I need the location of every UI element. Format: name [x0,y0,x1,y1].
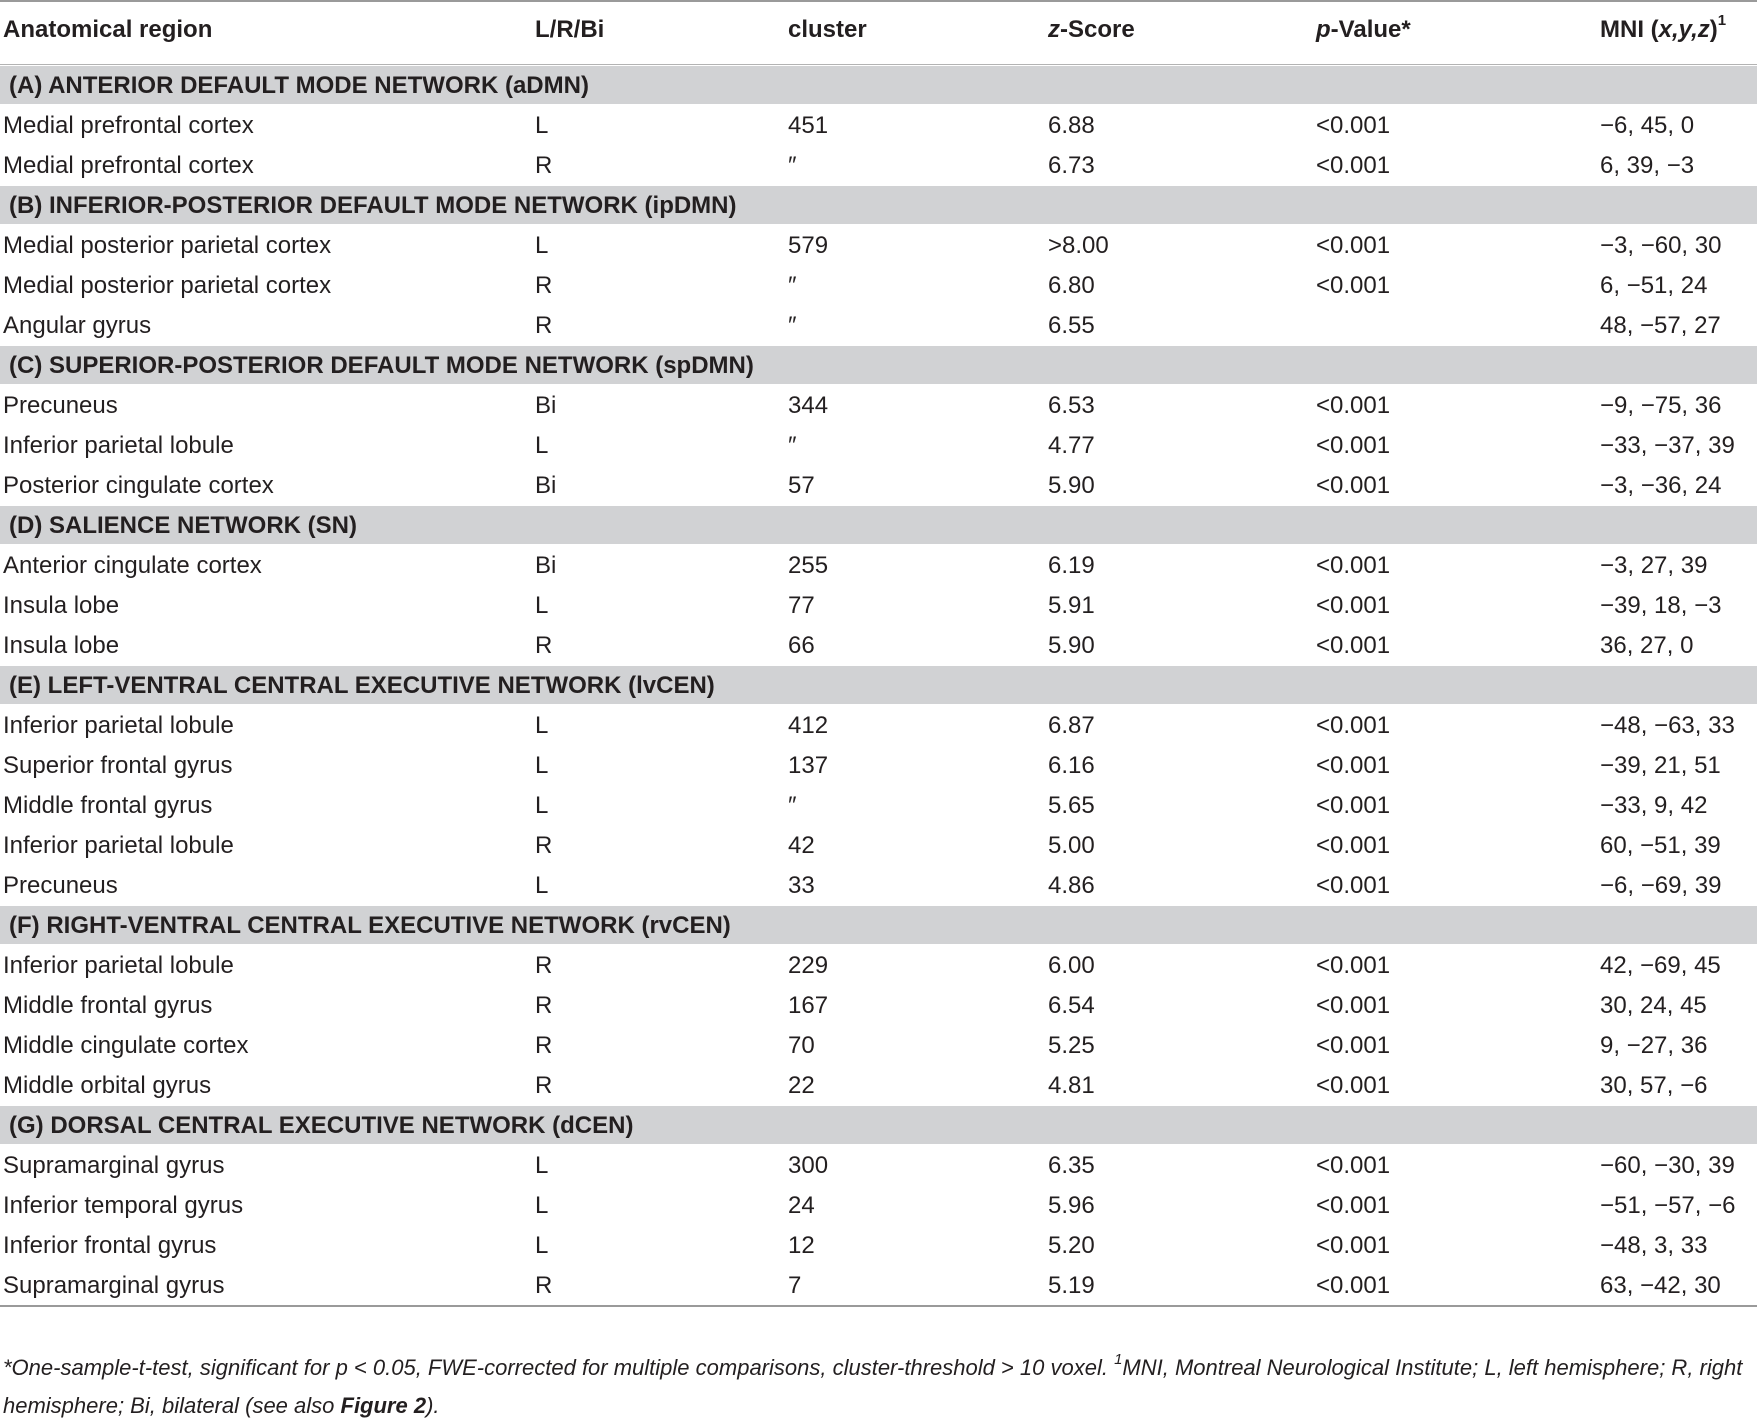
cell-z-score: 6.53 [1048,392,1095,419]
table-row [0,1265,1757,1305]
cell-region: Middle cingulate cortex [3,1032,249,1059]
cell-p-value: <0.001 [1316,992,1391,1019]
section-header [0,346,1757,384]
cell-p-value: <0.001 [1316,1192,1391,1219]
cell-region: Insula lobe [3,632,120,659]
cell-p-value: <0.001 [1316,272,1391,299]
cell-region: Inferior parietal lobule [3,712,234,739]
cell-region: Supramarginal gyrus [3,1272,225,1299]
cell-mni: −48, 3, 33 [1600,1232,1708,1259]
cell-cluster: 12 [788,1232,815,1259]
cell-z-score: 5.90 [1048,472,1095,499]
cell-mni: 63, −42, 30 [1600,1272,1721,1299]
table-row [0,1225,1757,1265]
table-header [0,2,1757,64]
header-p-value [1316,16,1411,44]
cell-p-value: <0.001 [1316,152,1391,179]
header-mni-sup: 1 [1717,12,1727,29]
cell-lr: R [535,1072,553,1099]
cell-region: Inferior parietal lobule [3,832,234,859]
cell-region: Medial prefrontal cortex [3,152,254,179]
cell-lr: L [535,1152,549,1179]
cell-cluster: 300 [788,1152,829,1179]
cell-cluster: 137 [788,752,829,779]
table-row [0,145,1757,185]
cell-z-score: 5.96 [1048,1192,1095,1219]
cell-p-value: <0.001 [1316,832,1391,859]
cell-p-value: <0.001 [1316,232,1391,259]
cell-mni: −3, −60, 30 [1600,232,1722,259]
header-mni [1600,12,1727,44]
cell-lr: L [535,1192,549,1219]
section-header [0,666,1757,704]
cell-cluster: 70 [788,1032,815,1059]
cell-region: Precuneus [3,392,118,419]
cell-lr: R [535,832,553,859]
cell-z-score: 4.77 [1048,432,1095,459]
cell-mni: 6, −51, 24 [1600,272,1708,299]
table-footnote [3,1349,1748,1425]
cell-region: Anterior cingulate cortex [3,552,262,579]
cell-mni: −3, 27, 39 [1600,552,1708,579]
cell-lr: L [535,792,549,819]
cell-p-value: <0.001 [1316,1152,1391,1179]
header-z-rest: -Score [1060,16,1135,43]
cell-lr: R [535,152,553,179]
cell-lr: Bi [535,552,557,579]
cell-mni: 6, 39, −3 [1600,152,1695,179]
cell-region: Superior frontal gyrus [3,752,233,779]
cell-p-value: <0.001 [1316,1232,1391,1259]
table-body [0,66,1757,1305]
cell-lr: L [535,432,549,459]
cell-p-value: <0.001 [1316,472,1391,499]
cell-region: Inferior temporal gyrus [3,1192,244,1219]
cell-cluster: 66 [788,632,815,659]
cell-lr: R [535,272,553,299]
table-row [0,465,1757,505]
cell-region: Medial posterior parietal cortex [3,272,332,299]
cell-mni: 42, −69, 45 [1600,952,1721,979]
cell-region: Middle frontal gyrus [3,992,213,1019]
cell-lr: L [535,592,549,619]
cell-z-score: 6.00 [1048,952,1095,979]
section-title: (F) RIGHT-VENTRAL CENTRAL EXECUTIVE NETWORK (rvCEN) [9,912,731,939]
cell-mni: 30, 57, −6 [1600,1072,1708,1099]
cell-mni: 9, −27, 36 [1600,1032,1708,1059]
cell-mni: −9, −75, 36 [1600,392,1722,419]
header-region: Anatomical region [3,16,213,43]
cell-region: Medial prefrontal cortex [3,112,254,139]
cell-region: Middle frontal gyrus [3,792,213,819]
cell-cluster: 167 [788,992,829,1019]
section-header [0,1106,1757,1144]
section-title: (D) SALIENCE NETWORK (SN) [9,512,357,539]
cell-p-value: <0.001 [1316,592,1391,619]
cell-region: Inferior parietal lobule [3,432,234,459]
cell-mni: −60, −30, 39 [1600,1152,1735,1179]
cell-cluster: ″ [788,312,797,339]
header-z-score [1048,16,1135,44]
cell-mni: 30, 24, 45 [1600,992,1707,1019]
cell-lr: L [535,712,549,739]
header-p-italic: p [1316,16,1331,43]
cell-z-score: 6.88 [1048,112,1095,139]
cell-p-value: <0.001 [1316,952,1391,979]
cell-z-score: 5.19 [1048,1272,1095,1299]
cell-cluster: 77 [788,592,815,619]
cell-cluster: 344 [788,392,829,419]
cell-lr: R [535,952,553,979]
cell-p-value: <0.001 [1316,792,1391,819]
cell-p-value: <0.001 [1316,552,1391,579]
cell-cluster: ″ [788,792,797,819]
table-row [0,225,1757,265]
cell-mni: −6, −69, 39 [1600,872,1722,899]
header-p-rest: -Value* [1330,16,1411,43]
cell-mni: −33, −37, 39 [1600,432,1735,459]
table-row [0,745,1757,785]
cell-region: Supramarginal gyrus [3,1152,225,1179]
bottom-rule [0,1305,1757,1307]
cell-cluster: 33 [788,872,815,899]
cell-cluster: ″ [788,432,797,459]
cell-cluster: 579 [788,232,829,259]
table-row [0,985,1757,1025]
cell-p-value: <0.001 [1316,1032,1391,1059]
section-title: (C) SUPERIOR-POSTERIOR DEFAULT MODE NETWORK (spDMN) [9,352,754,379]
cell-cluster: ″ [788,152,797,179]
footnote-sup: 1 [1114,1350,1123,1368]
cell-lr: Bi [535,472,557,499]
cell-cluster: 57 [788,472,815,499]
cell-mni: −39, 21, 51 [1600,752,1721,779]
header-mni-suffix: ) [1709,16,1718,43]
cell-mni: 48, −57, 27 [1600,312,1721,339]
cell-z-score: 4.86 [1048,872,1095,899]
cell-p-value: <0.001 [1316,752,1391,779]
cell-mni: −48, −63, 33 [1600,712,1735,739]
table-row [0,105,1757,145]
cell-p-value: <0.001 [1316,1072,1391,1099]
cell-cluster: 7 [788,1272,802,1299]
cell-z-score: 4.81 [1048,1072,1095,1099]
section-header [0,906,1757,944]
section-title: (B) INFERIOR-POSTERIOR DEFAULT MODE NETWORK (ipDMN) [9,192,737,219]
cell-z-score: 6.35 [1048,1152,1095,1179]
footnote-text-1: *One-sample-t-test, significant for p < 0.05, FWE-corrected for multiple comparisons, cluster-threshold > 10 voxel. [3,1355,1115,1380]
header-mni-prefix: MNI ( [1600,16,1659,43]
cell-z-score: >8.00 [1048,232,1109,259]
cell-p-value: <0.001 [1316,1272,1391,1299]
table-row [0,705,1757,745]
cell-lr: R [535,1032,553,1059]
cell-cluster: 229 [788,952,829,979]
cell-region: Precuneus [3,872,118,899]
section-title: (A) ANTERIOR DEFAULT MODE NETWORK (aDMN) [9,72,589,99]
cell-z-score: 5.20 [1048,1232,1095,1259]
footnote-text-2: MNI, Montreal Neurological Institute; L, left hemisphere; R, right hemisphere; Bi, bilateral (see also [3,1355,1743,1418]
cell-z-score: 5.91 [1048,592,1095,619]
header-mni-vars: x,y,z [1658,16,1710,43]
header-rule [0,64,1757,65]
cell-mni: −51, −57, −6 [1600,1192,1736,1219]
cell-lr: L [535,232,549,259]
table-row [0,625,1757,665]
section-title: (E) LEFT-VENTRAL CENTRAL EXECUTIVE NETWORK (lvCEN) [9,672,715,699]
cell-p-value: <0.001 [1316,712,1391,739]
cell-z-score: 6.54 [1048,992,1095,1019]
cell-z-score: 6.16 [1048,752,1095,779]
table-row [0,945,1757,985]
cell-mni: −39, 18, −3 [1600,592,1722,619]
cell-region: Inferior frontal gyrus [3,1232,217,1259]
cell-p-value: <0.001 [1316,432,1391,459]
section-header [0,186,1757,224]
cell-z-score: 6.19 [1048,552,1095,579]
cell-cluster: 42 [788,832,815,859]
cell-mni: −33, 9, 42 [1600,792,1708,819]
cell-cluster: 255 [788,552,829,579]
cell-lr: R [535,312,553,339]
cell-lr: Bi [535,392,557,419]
cell-z-score: 6.73 [1048,152,1095,179]
table-row [0,585,1757,625]
cell-region: Angular gyrus [3,312,152,339]
cell-mni: −3, −36, 24 [1600,472,1722,499]
table-row [0,385,1757,425]
table-row [0,865,1757,905]
header-z-italic: z [1048,16,1060,43]
cell-p-value: <0.001 [1316,872,1391,899]
cell-lr: R [535,632,553,659]
cell-lr: L [535,112,549,139]
section-header [0,66,1757,104]
cell-p-value: <0.001 [1316,392,1391,419]
cell-lr: R [535,992,553,1019]
cell-region: Insula lobe [3,592,120,619]
cell-region: Posterior cingulate cortex [3,472,274,499]
figure-reference: Figure 2 [340,1393,427,1418]
header-lr: L/R/Bi [535,16,605,43]
cell-cluster: ″ [788,272,797,299]
cell-z-score: 5.25 [1048,1032,1095,1059]
cell-cluster: 451 [788,112,829,139]
cell-mni: 60, −51, 39 [1600,832,1721,859]
cell-p-value: <0.001 [1316,632,1391,659]
cell-cluster: 22 [788,1072,815,1099]
cell-z-score: 5.90 [1048,632,1095,659]
footnote-text-3: ). [426,1393,440,1418]
cell-lr: L [535,872,549,899]
cell-region: Medial posterior parietal cortex [3,232,332,259]
cell-lr: R [535,1272,553,1299]
header-cluster: cluster [788,16,867,43]
section-title: (G) DORSAL CENTRAL EXECUTIVE NETWORK (dCEN) [9,1112,634,1139]
table-row [0,1185,1757,1225]
table-row [0,1025,1757,1065]
cell-lr: L [535,1232,549,1259]
cell-mni: 36, 27, 0 [1600,632,1694,659]
cell-mni: −6, 45, 0 [1600,112,1695,139]
cell-z-score: 6.55 [1048,312,1095,339]
table-row [0,425,1757,465]
table-row [0,305,1757,345]
cell-region: Middle orbital gyrus [3,1072,212,1099]
table-row [0,265,1757,305]
table-row [0,785,1757,825]
cell-z-score: 5.65 [1048,792,1095,819]
table-row [0,1065,1757,1105]
cell-p-value: <0.001 [1316,112,1391,139]
table-row [0,825,1757,865]
cell-z-score: 6.87 [1048,712,1095,739]
section-header [0,506,1757,544]
cell-lr: L [535,752,549,779]
table-row [0,1145,1757,1185]
cell-z-score: 5.00 [1048,832,1095,859]
cell-cluster: 24 [788,1192,815,1219]
table-row [0,545,1757,585]
cell-z-score: 6.80 [1048,272,1095,299]
cell-cluster: 412 [788,712,829,739]
cell-region: Inferior parietal lobule [3,952,234,979]
